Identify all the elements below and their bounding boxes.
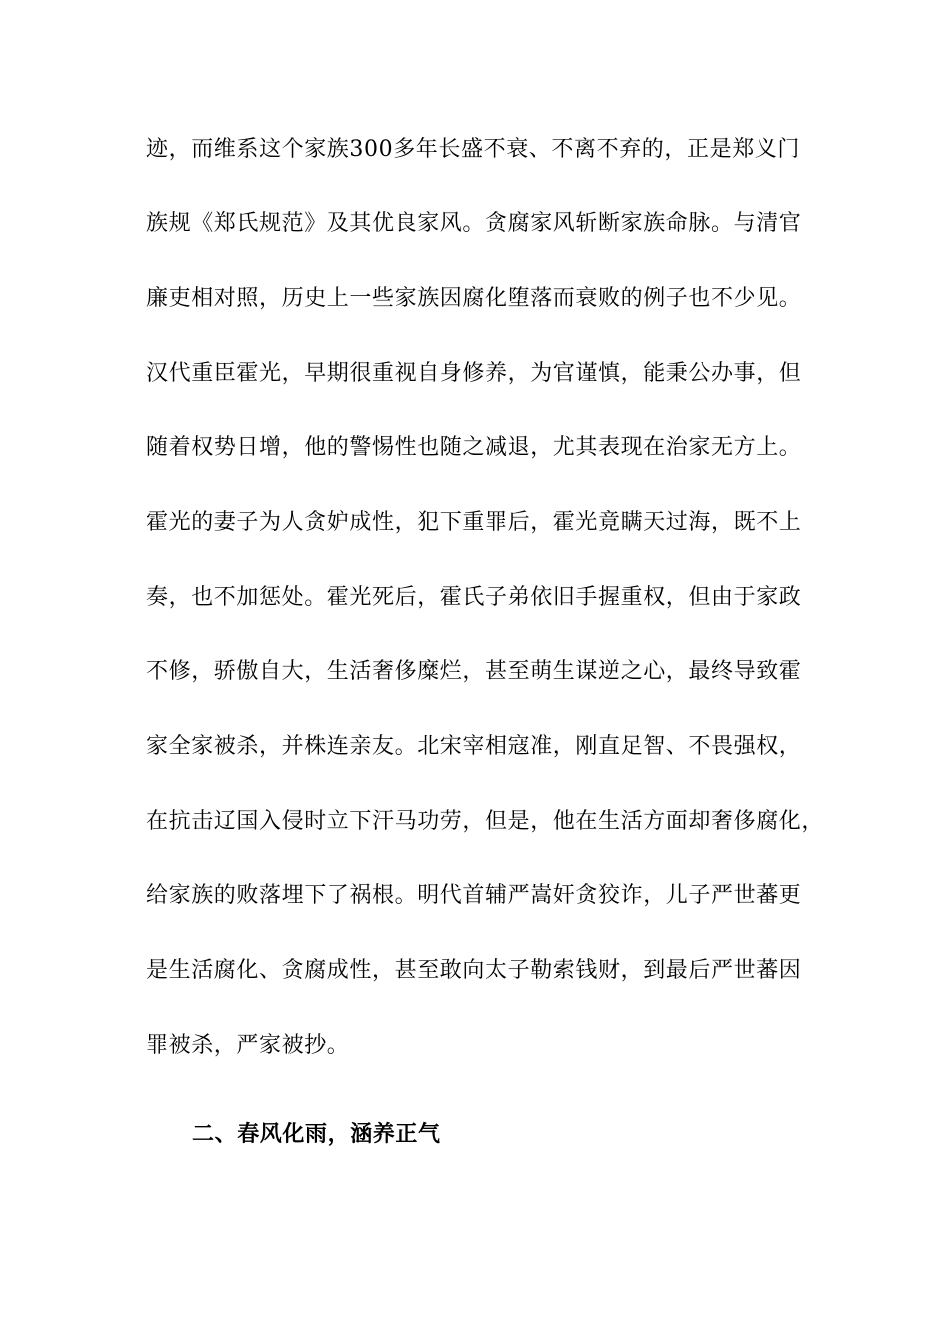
paragraph-line-1: 迹，而维系这个家族300多年长盛不衰、不离不弃的，正是郑义门 [146,137,800,162]
paragraph-line-13: 罪被杀，严家被抄。 [146,1033,350,1058]
paragraph-line-7: 奏，也不加惩处。霍光死后，霍氏子弟依旧手握重权，但由于家政 [146,585,802,610]
paragraph-line-5: 随着权势日增，他的警惕性也随之减退，尤其表现在治家无方上。 [146,435,802,460]
paragraph-line-10: 在抗击辽国入侵时立下汗马功劳，但是，他在生活方面却奢侈腐化， [146,809,825,834]
paragraph-line-12: 是生活腐化、贪腐成性，甚至敢向太子勒索钱财，到最后严世蕃因 [146,958,802,983]
paragraph-line-6: 霍光的妻子为人贪妒成性，犯下重罪后，霍光竟瞒天过海，既不上 [146,510,802,535]
paragraph-line-9: 家全家被杀，并株连亲友。北宋宰相寇准，刚直足智、不畏强权， [146,734,802,759]
paragraph-line-2: 族规《郑氏规范》及其优良家风。贪腐家风斩断家族命脉。与清官 [146,211,802,236]
paragraph-line-4: 汉代重臣霍光，早期很重视自身修养，为官谨慎，能秉公办事，但 [146,361,802,386]
section-heading: 二、春风化雨，涵养正气 [192,1121,441,1147]
paragraph-line-3: 廉吏相对照，历史上一些家族因腐化堕落而衰败的例子也不少见。 [146,286,802,311]
paragraph-line-8: 不修，骄傲自大，生活奢侈糜烂，甚至萌生谋逆之心，最终导致霍 [146,659,802,684]
paragraph-line-11: 给家族的败落埋下了祸根。明代首辅严嵩奸贪狡诈，儿子严世蕃更 [146,883,802,908]
